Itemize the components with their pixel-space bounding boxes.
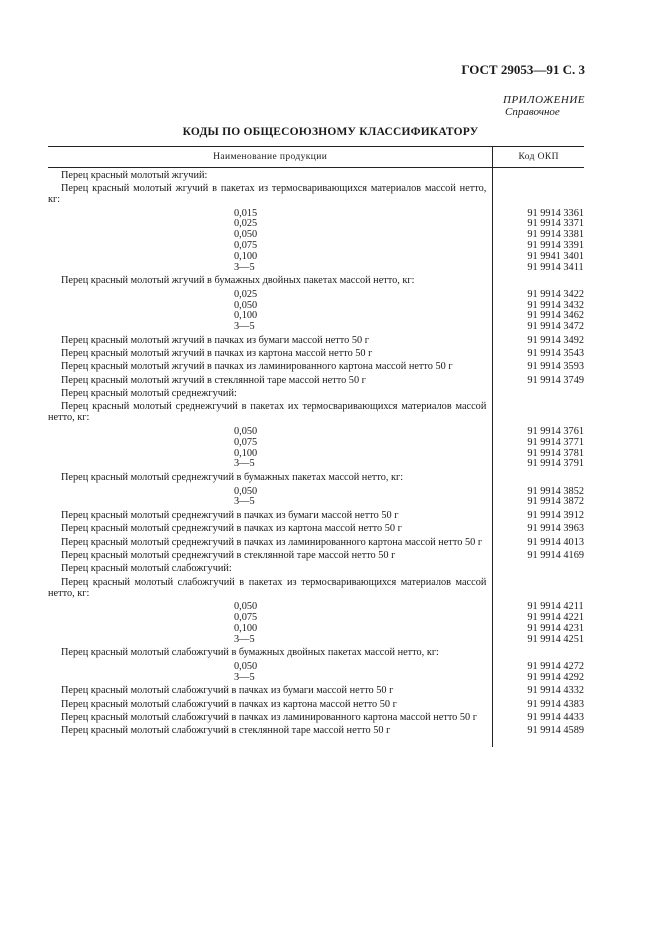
net-mass-cell: 0,100: [234, 447, 258, 459]
net-mass-cell: 3—5: [234, 261, 255, 273]
okp-code-cell: 91 9914 4013: [493, 535, 584, 548]
table-row: [48, 470, 584, 483]
table-row: [48, 659, 584, 673]
okp-code-cell: [493, 387, 584, 400]
product-name-cell: Перец красный молотый среднежгучий в стеклянной таре массой нетто 50 г: [61, 550, 396, 562]
table-row: [48, 459, 584, 470]
table-row: [48, 438, 584, 449]
page-header: ГОСТ 29053—91 С. 3: [461, 62, 585, 77]
okp-code-cell: 91 9914 3391: [493, 241, 584, 252]
okp-code-cell: 91 9914 4589: [493, 724, 584, 747]
net-mass-cell: 3—5: [234, 633, 255, 645]
appendix-label: ПРИЛОЖЕНИЕ: [503, 94, 585, 106]
table-row: [48, 562, 584, 575]
product-name-cell: Перец красный молотый жгучий в бумажных двойных пакетах массой нетто, кг:: [61, 274, 415, 286]
okp-code-cell: 91 9914 4332: [493, 684, 584, 697]
table-row: [48, 497, 584, 508]
okp-code-cell: 91 9914 4383: [493, 697, 584, 710]
table-row: [48, 230, 584, 241]
okp-code-cell: 91 9914 3422: [493, 287, 584, 301]
table-row: [48, 575, 584, 599]
table-body: [48, 168, 584, 748]
okp-code-cell: 91 9914 3963: [493, 522, 584, 535]
table-row: [48, 697, 584, 710]
okp-code-cell: 91 9941 3401: [493, 252, 584, 263]
net-mass-cell: 0,100: [234, 310, 258, 322]
okp-code-cell: 91 9914 3781: [493, 449, 584, 460]
okp-code-cell: 91 9914 3432: [493, 301, 584, 312]
okp-code-cell: 91 9914 3462: [493, 311, 584, 322]
column-header-code: Код ОКП: [493, 147, 584, 168]
table-row: [48, 646, 584, 659]
okp-code-cell: 91 9914 3771: [493, 438, 584, 449]
product-name-cell: Перец красный молотый жгучий в пакетах из термосваривающихся материалов массой нетто, кг:: [48, 182, 487, 205]
net-mass-cell: 3—5: [234, 458, 255, 470]
net-mass-cell: 0,050: [234, 601, 258, 613]
okp-code-cell: [493, 575, 584, 599]
table-row: [48, 522, 584, 535]
table-row: [48, 400, 584, 424]
table-row: [48, 548, 584, 561]
product-name-cell: Перец красный молотый среднежгучий в пакетах их термосваривающихся материалов массой нетто, кг:: [48, 401, 487, 424]
table-row: [48, 624, 584, 635]
okp-code-cell: 91 9914 4272: [493, 659, 584, 673]
okp-code-cell: 91 9914 4221: [493, 613, 584, 624]
okp-code-cell: [493, 181, 584, 205]
table-row: [48, 311, 584, 322]
net-mass-cell: 0,015: [234, 207, 258, 219]
net-mass-cell: 3—5: [234, 321, 255, 333]
okp-code-cell: [493, 273, 584, 286]
product-name-cell: Перец красный молотый среднежгучий в пачках из бумаги массой нетто 50 г: [61, 509, 399, 521]
okp-code-cell: [493, 168, 584, 182]
product-name-cell: Перец красный молотый среднежгучий в пачках из картона массой нетто 50 г: [61, 523, 402, 535]
table-row: [48, 168, 584, 182]
table-row: [48, 252, 584, 263]
table-row: [48, 613, 584, 624]
net-mass-cell: 0,100: [234, 622, 258, 634]
net-mass-cell: 0,025: [234, 288, 258, 300]
okp-code-cell: 91 9914 3872: [493, 497, 584, 508]
net-mass-cell: 0,050: [234, 299, 258, 311]
table-row: [48, 373, 584, 386]
table-row: [48, 206, 584, 220]
product-name-cell: Перец красный молотый слабожгучий в пачках из ламинированного картона массой нетто 50 г: [61, 711, 477, 723]
net-mass-cell: 0,050: [234, 485, 258, 497]
appendix-note: [503, 94, 585, 118]
okp-code-cell: 91 9914 3381: [493, 230, 584, 241]
okp-code-cell: 91 9914 4231: [493, 624, 584, 635]
okp-code-cell: 91 9914 3912: [493, 508, 584, 521]
okp-code-cell: 91 9914 4251: [493, 635, 584, 646]
document-title: КОДЫ ПО ОБЩЕСОЮЗНОМУ КЛАССИФИКАТОРУ: [182, 126, 479, 138]
okp-code-cell: [493, 646, 584, 659]
table-row: [48, 333, 584, 346]
product-name-cell: Перец красный молотый среднежгучий:: [61, 388, 237, 400]
okp-code-cell: 91 9914 3371: [493, 219, 584, 230]
table-row: [48, 484, 584, 498]
product-name-cell: Перец красный молотый жгучий в пачках из бумаги массой нетто 50 г: [61, 334, 369, 346]
okp-code-cell: [493, 470, 584, 483]
product-name-cell: Перец красный молотый жгучий в пачках из картона массой нетто 50 г: [61, 347, 373, 359]
okp-code-cell: 91 9914 4292: [493, 673, 584, 684]
product-name-cell: Перец красный молотый среднежгучий в пачках из ламинированного картона массой нетто 50 г: [61, 536, 483, 548]
okp-code-cell: 91 9914 3749: [493, 373, 584, 386]
okp-code-cell: [493, 562, 584, 575]
table-row: [48, 287, 584, 301]
table-row: [48, 360, 584, 373]
okp-code-cell: 91 9914 4169: [493, 548, 584, 561]
product-name-cell: Перец красный молотый жгучий:: [61, 169, 208, 181]
table-row: [48, 387, 584, 400]
okp-code-cell: 91 9914 3761: [493, 424, 584, 438]
table-row: [48, 724, 584, 747]
product-name-cell: Перец красный молотый слабожгучий:: [61, 563, 232, 575]
net-mass-cell: 0,100: [234, 250, 258, 262]
okp-code-cell: 91 9914 3472: [493, 322, 584, 333]
product-name-cell: Перец красный молотый слабожгучий в пачках из картона массой нетто 50 г: [61, 698, 397, 710]
table-row: [48, 273, 584, 286]
appendix-kind: Справочное: [505, 106, 560, 118]
table-row: [48, 635, 584, 646]
okp-code-cell: 91 9914 3852: [493, 484, 584, 498]
table-row: [48, 710, 584, 723]
okp-code-cell: 91 9914 3411: [493, 263, 584, 274]
table-row: [48, 346, 584, 359]
product-name-cell: Перец красный молотый слабожгучий в пакетах из термосваривающихся материалов массой нетто, кг:: [48, 576, 487, 599]
table-row: [48, 301, 584, 312]
table-row: [48, 181, 584, 205]
okp-code-cell: 91 9914 3593: [493, 360, 584, 373]
net-mass-cell: 0,075: [234, 239, 258, 251]
table-row: [48, 424, 584, 438]
table-row: [48, 508, 584, 521]
table-row: [48, 241, 584, 252]
table-row: [48, 535, 584, 548]
net-mass-cell: 0,050: [234, 426, 258, 438]
net-mass-cell: 0,025: [234, 218, 258, 230]
okp-code-cell: 91 9914 3361: [493, 206, 584, 220]
table-row: [48, 599, 584, 613]
net-mass-cell: 3—5: [234, 671, 255, 683]
product-name-cell: Перец красный молотый слабожгучий в стеклянной таре массой нетто 50 г: [61, 725, 391, 737]
table-row: [48, 322, 584, 333]
table-header-row: [48, 147, 584, 168]
okp-code-cell: 91 9914 3492: [493, 333, 584, 346]
product-name-cell: Перец красный молотый слабожгучий в пачках из бумаги массой нетто 50 г: [61, 685, 394, 697]
okp-code-cell: 91 9914 3791: [493, 459, 584, 470]
classifier-table: [48, 146, 584, 747]
table-row: [48, 449, 584, 460]
column-header-product: Наименование продукции: [48, 147, 493, 168]
product-name-cell: Перец красный молотый слабожгучий в бумажных двойных пакетах массой нетто, кг:: [61, 647, 439, 659]
okp-code-cell: 91 9914 4211: [493, 599, 584, 613]
product-name-cell: Перец красный молотый жгучий в пачках из ламинированного картона массой нетто 50 г: [61, 361, 453, 373]
table-row: [48, 263, 584, 274]
net-mass-cell: 0,075: [234, 612, 258, 624]
table-row: [48, 684, 584, 697]
net-mass-cell: 3—5: [234, 496, 255, 508]
table-row: [48, 219, 584, 230]
okp-code-cell: [493, 400, 584, 424]
net-mass-cell: 0,050: [234, 660, 258, 672]
okp-code-cell: 91 9914 3543: [493, 346, 584, 359]
product-name-cell: Перец красный молотый жгучий в стеклянной таре массой нетто 50 г: [61, 374, 366, 386]
net-mass-cell: 0,075: [234, 436, 258, 448]
table-row: [48, 673, 584, 684]
okp-code-cell: 91 9914 4433: [493, 710, 584, 723]
net-mass-cell: 0,050: [234, 229, 258, 241]
product-name-cell: Перец красный молотый среднежгучий в бумажных пакетах массой нетто, кг:: [61, 471, 404, 483]
